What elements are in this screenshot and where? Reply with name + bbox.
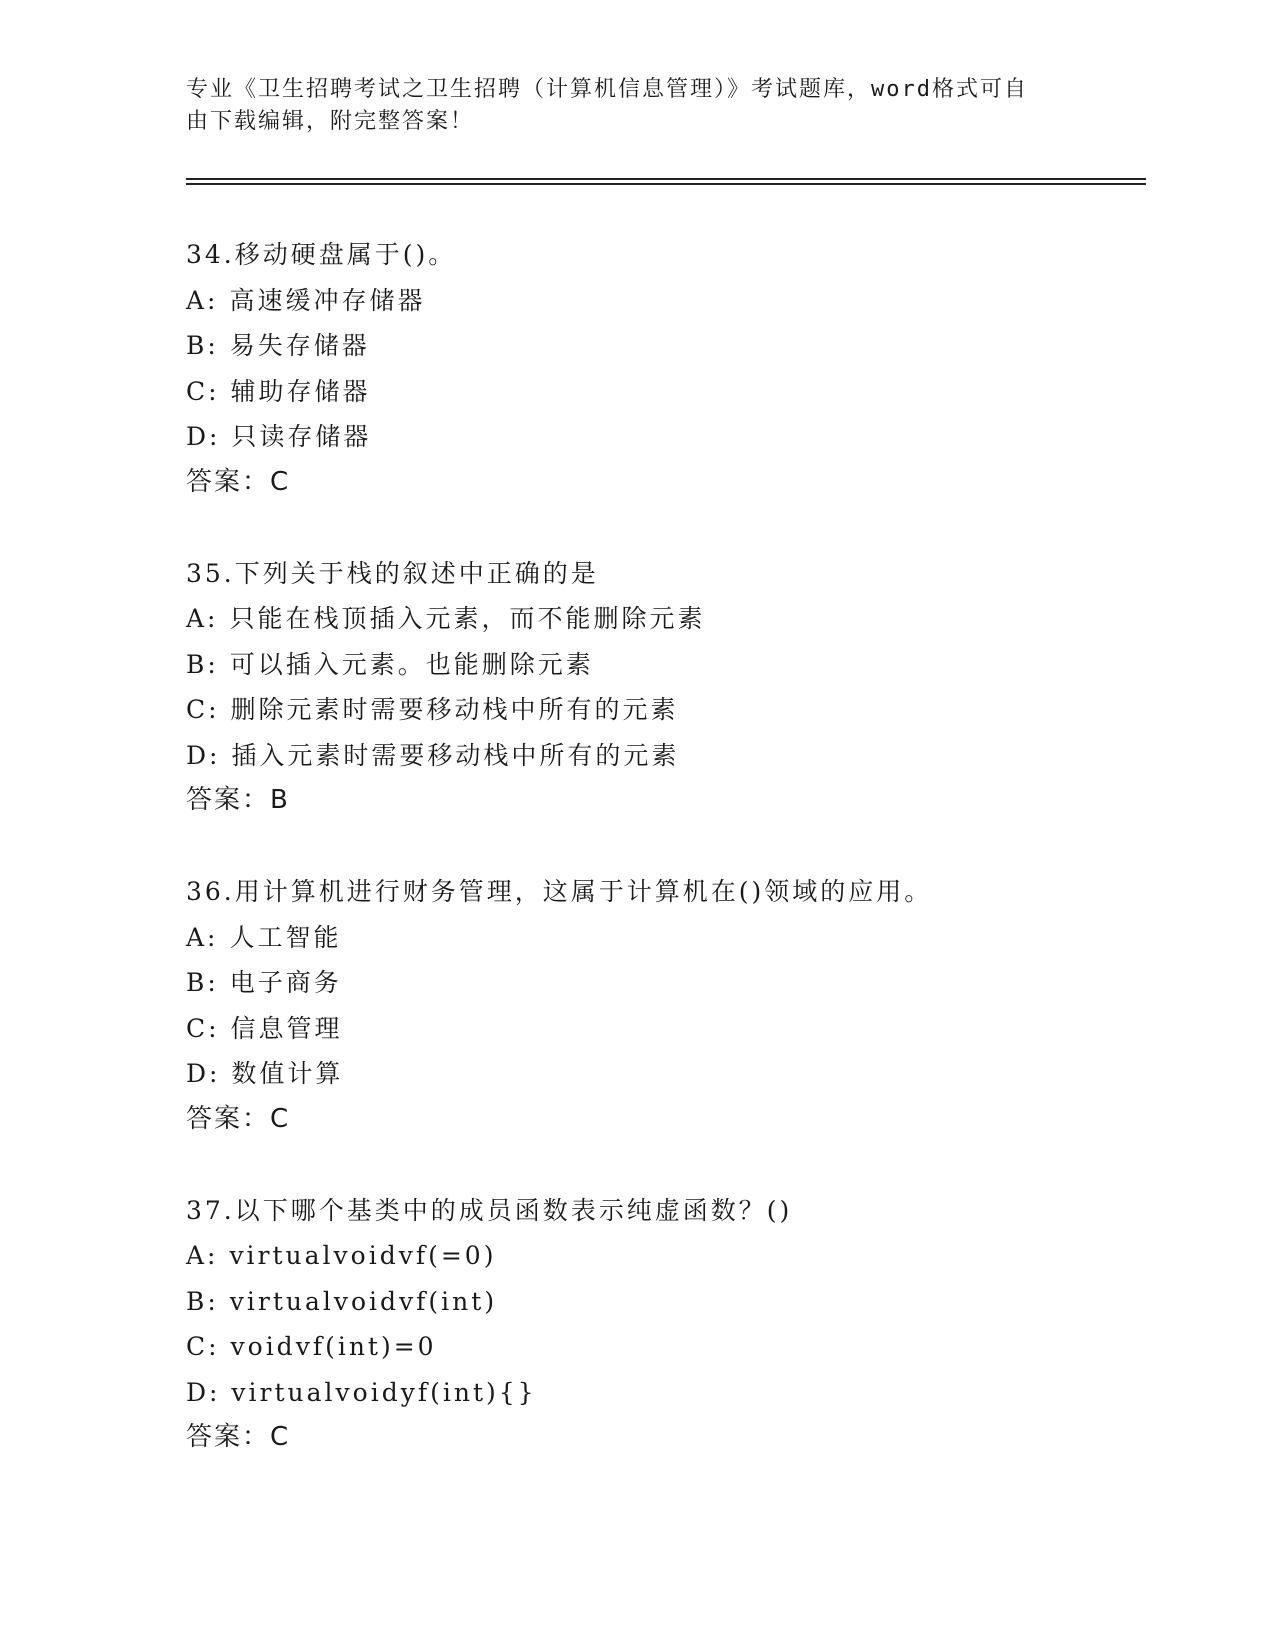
question-stem: 37.以下哪个基类中的成员函数表示纯虚函数？() [186, 1195, 793, 1225]
option-c [186, 687, 1146, 733]
option-key: B: [186, 649, 219, 679]
question-34 [186, 232, 1146, 551]
option-text: virtualvoidvf(int) [229, 1286, 498, 1316]
option-c [186, 1006, 1146, 1052]
option-d [186, 414, 1146, 460]
option-d [186, 733, 1146, 779]
spacer [186, 824, 1146, 870]
answer-line: 答案：B [186, 785, 290, 815]
document-header [186, 74, 1066, 138]
option-d [186, 1370, 1146, 1416]
option-key: D: [186, 1377, 221, 1407]
option-b [186, 642, 1146, 688]
option-key: A: [186, 1241, 219, 1270]
option-key: D: [186, 422, 221, 451]
option-key: A: [186, 922, 219, 952]
option-text: 只读存储器 [231, 422, 372, 451]
option-key: C: [186, 695, 220, 724]
option-c [186, 369, 1146, 415]
option-text: 只能在栈顶插入元素，而不能删除元素 [229, 604, 706, 633]
option-text: 高速缓冲存储器 [229, 285, 426, 315]
question-36 [186, 869, 1146, 1188]
answer-line: 答案：C [186, 466, 291, 497]
option-text: 数值计算 [231, 1059, 344, 1088]
option-text: voidvf(int)=0 [230, 1332, 437, 1361]
option-text: 可以插入元素。也能删除元素 [229, 649, 594, 679]
option-text: 插入元素时需要移动栈中所有的元素 [231, 740, 680, 770]
option-a [186, 1233, 1146, 1279]
option-a [186, 915, 1146, 961]
question-stem: 36.用计算机进行财务管理，这属于计算机在()领域的应用。 [186, 877, 933, 906]
option-text: virtualvoidvf(=0) [229, 1241, 497, 1270]
header-divider-top [186, 178, 1146, 180]
option-key: B: [186, 968, 219, 997]
option-c [186, 1324, 1146, 1370]
option-b [186, 1279, 1146, 1325]
option-text: 易失存储器 [229, 331, 370, 360]
option-d [186, 1051, 1146, 1097]
header-line-2: 由下载编辑，附完整答案！ [186, 109, 475, 134]
option-key: C: [186, 1013, 220, 1043]
option-key: C: [186, 376, 220, 406]
option-a [186, 596, 1146, 642]
option-key: B: [186, 331, 219, 360]
option-key: A: [186, 604, 219, 633]
option-b [186, 323, 1146, 369]
spacer [186, 505, 1146, 551]
option-text: 辅助存储器 [230, 376, 371, 406]
question-37 [186, 1188, 1146, 1461]
option-text: 人工智能 [229, 922, 342, 952]
option-key: D: [186, 1059, 221, 1088]
option-text: 电子商务 [229, 968, 342, 997]
question-stem: 34.移动硬盘属于()。 [186, 240, 457, 269]
header-line-1: 专业《卫生招聘考试之卫生招聘（计算机信息管理）》考试题库，word格式可自 [186, 77, 1028, 102]
option-b [186, 960, 1146, 1006]
option-key: D: [186, 740, 221, 770]
question-list [186, 232, 1146, 1461]
question-stem: 35.下列关于栈的叙述中正确的是 [186, 558, 599, 588]
option-text: virtualvoidyf(int){} [231, 1377, 537, 1407]
option-text: 删除元素时需要移动栈中所有的元素 [230, 695, 679, 724]
spacer [186, 1142, 1146, 1188]
option-key: B: [186, 1286, 219, 1316]
option-key: C: [186, 1332, 220, 1361]
header-divider-bottom [186, 183, 1146, 185]
answer-line: 答案：C [186, 1422, 291, 1452]
option-key: A: [186, 285, 219, 315]
answer-line: 答案：C [186, 1103, 291, 1134]
option-a [186, 278, 1146, 324]
option-text: 信息管理 [230, 1013, 343, 1043]
question-35 [186, 551, 1146, 870]
